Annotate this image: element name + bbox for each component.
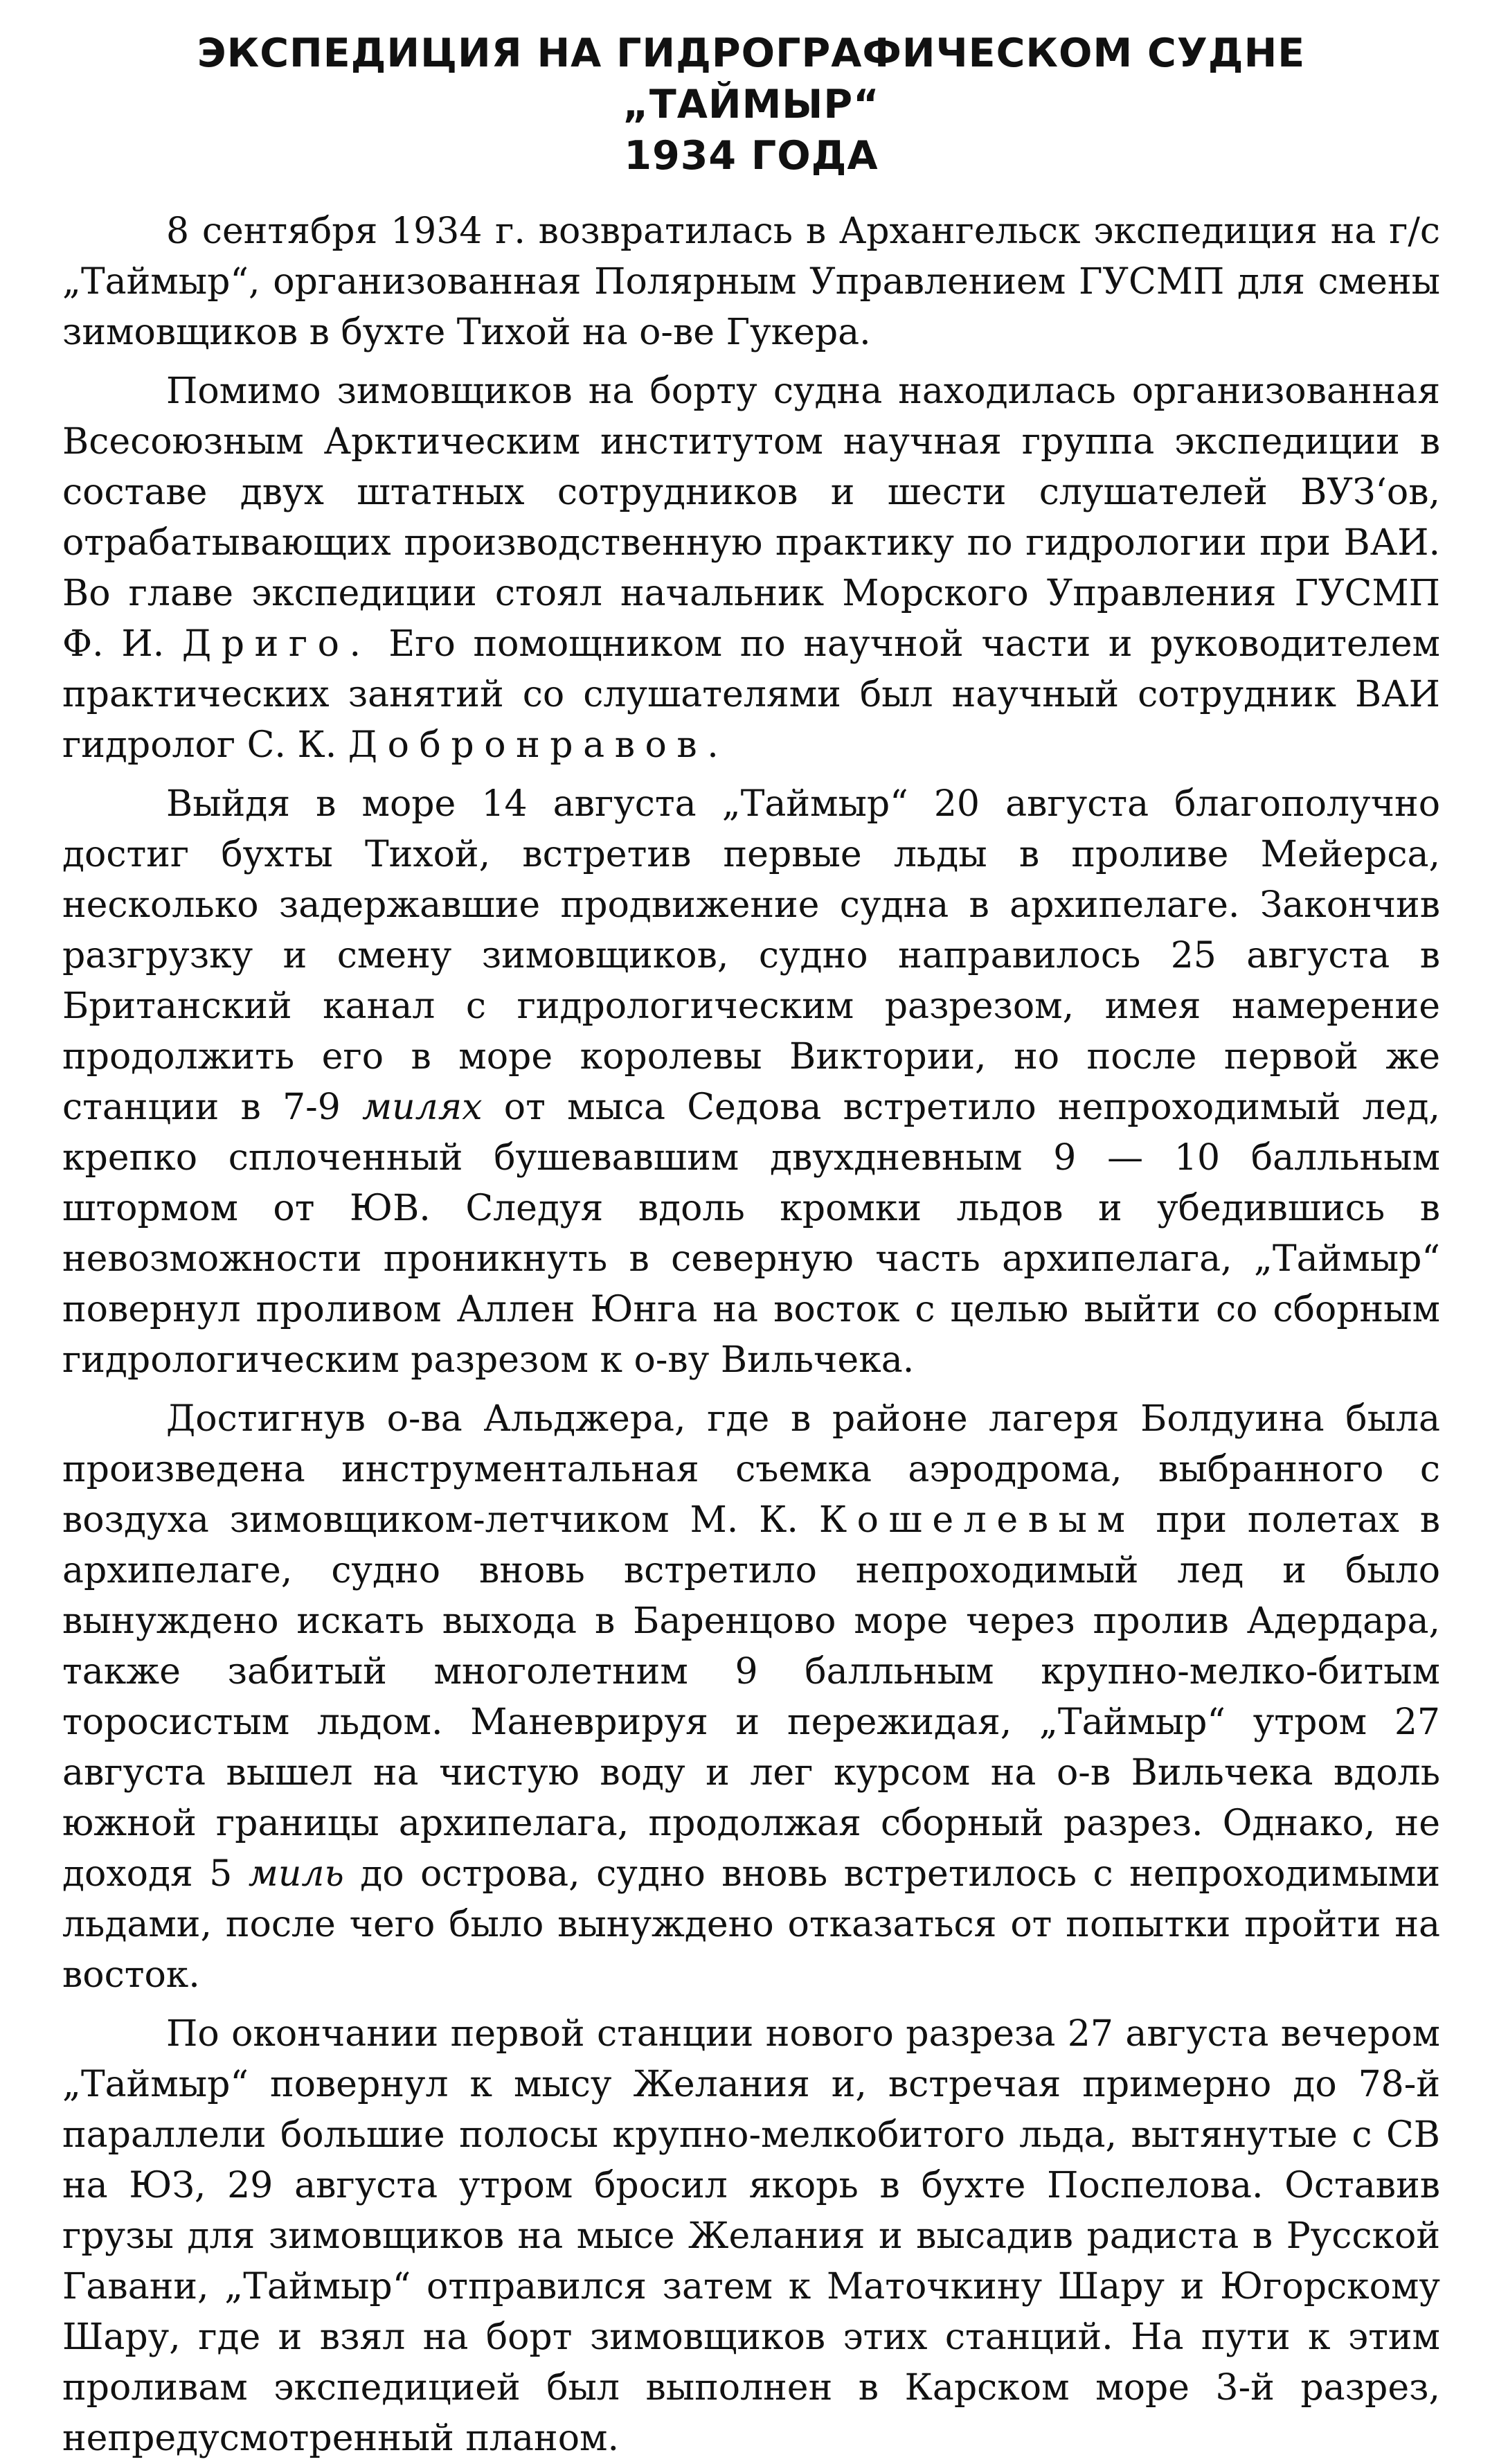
paragraph-4-text-b: при полетах в архипелаге, судно вновь встретило непроходимый лед и было вынуждено искать выхода в Баренцово море через пролив Адердара, также забитый многолетним 9 балльным крупно-мелко-битым торосистым льдом. Маневрируя и пережидая, „Таймыр“ утром 27 августа вышел на чистую воду и лег курсом на о-в Вильчека вдоль южной границы архипелага, продолжая сборный разрез. Однако, не доходя 5	[62, 1499, 1440, 1895]
paragraph-4-text-c: до острова, судно вновь встретилось с непроходимыми льдами, после чего было вынуждено отказаться от попытки пройти на восток.	[62, 1853, 1441, 1996]
unit-miles-italic: милях	[362, 1087, 483, 1128]
paragraph-3-text-a: Выйдя в море 14 августа „Таймыр“ 20 августа благополучно достиг бухты Тихой, встретив первые льды в проливе Мейерса, несколько задержавшие продвижение судна в архипелаге. Закончив разгрузку и смену зимовщиков, судно направилось 25 августа в Британский канал с гидрологическим разрезом, имея намерение продолжить его в море королевы Виктории, но после первой же станции в 7-9	[62, 783, 1440, 1128]
paragraph-4	[62, 1394, 1440, 2001]
paragraph-1: 8 сентября 1934 г. возвратилась в Архангельск экспедиция на г/с „Таймыр“, организованная Полярным Управлением ГУСМП для смены зимовщиков в бухте Тихой на о-ве Гукера.	[62, 211, 1440, 353]
document-page	[62, 28, 1441, 2459]
paragraph-3-text-b: от мыса Седова встретило непроходимый лед, крепко сплоченный бушевавшим двухдневным 9 — 10 балльным штормом от ЮВ. Следуя вдоль кромки льдов и убедившись в невозможности проникнуть в северную часть архипелага, „Таймыр“ повернул проливом Аллен Юнга на восток с целью выйти со сборным гидрологическим разрезом к о-ву Вильчека.	[62, 1087, 1440, 1381]
unit-miles-italic-2: миль	[248, 1853, 344, 1895]
page-title	[62, 28, 1440, 181]
person-name-dobronravov: Добронравов.	[348, 724, 729, 766]
title-line-1: ЭКСПЕДИЦИЯ НА ГИДРОГРАФИЧЕСКОМ СУДНЕ „ТАЙМЫР“	[197, 30, 1306, 127]
title-line-2: 1934 ГОДА	[624, 133, 879, 179]
paragraph-4-text-a: Достигнув о-ва Альджера, где в районе лагеря Болдуина была произведена инструментальная съемка аэродрома, выбранного с воздуха зимовщиком-летчиком М. К.	[62, 1398, 1440, 1541]
paragraph-5: По окончании первой станции нового разреза 27 августа вечером „Таймыр“ повернул к мысу Желания и, встречая примерно до 78-й параллели большие полосы крупно-мелкобитого льда, вытянутые с СВ на ЮЗ, 29 августа утром бросил якорь в бухте Поспелова. Оставив грузы для зимовщиков на мысе Желания и высадив радиста в Русской Гавани, „Таймыр“ отправился затем к Маточкину Шару и Югорскому Шару, где и взял на борт зимовщиков этих станций. На пути к этим проливам экспедицией был выполнен в Карском море 3-й разрез, непредусмотренный планом.	[62, 2013, 1440, 2459]
paragraph-3	[62, 779, 1440, 1386]
paragraph-2	[62, 366, 1440, 771]
person-name-drigo: Дриго.	[181, 623, 371, 665]
person-name-koshelev: Кошелевым	[818, 1499, 1136, 1541]
paragraph-2-text-b: Его помощником по научной части и руководителем практических занятий со слушателями был научный сотрудник ВАИ гидролог С. К.	[62, 623, 1440, 766]
paragraph-2-text-a: Помимо зимовщиков на борту судна находилась организованная Всесоюзным Арктическим институтом научная группа экспедиции в составе двух штатных сотрудников и шести слушателей ВУЗ‘ов, отрабатывающих производственную практику по гидрологии при ВАИ. Во главе экспедиции стоял начальник Морского Управления ГУСМП Ф. И.	[62, 371, 1440, 665]
